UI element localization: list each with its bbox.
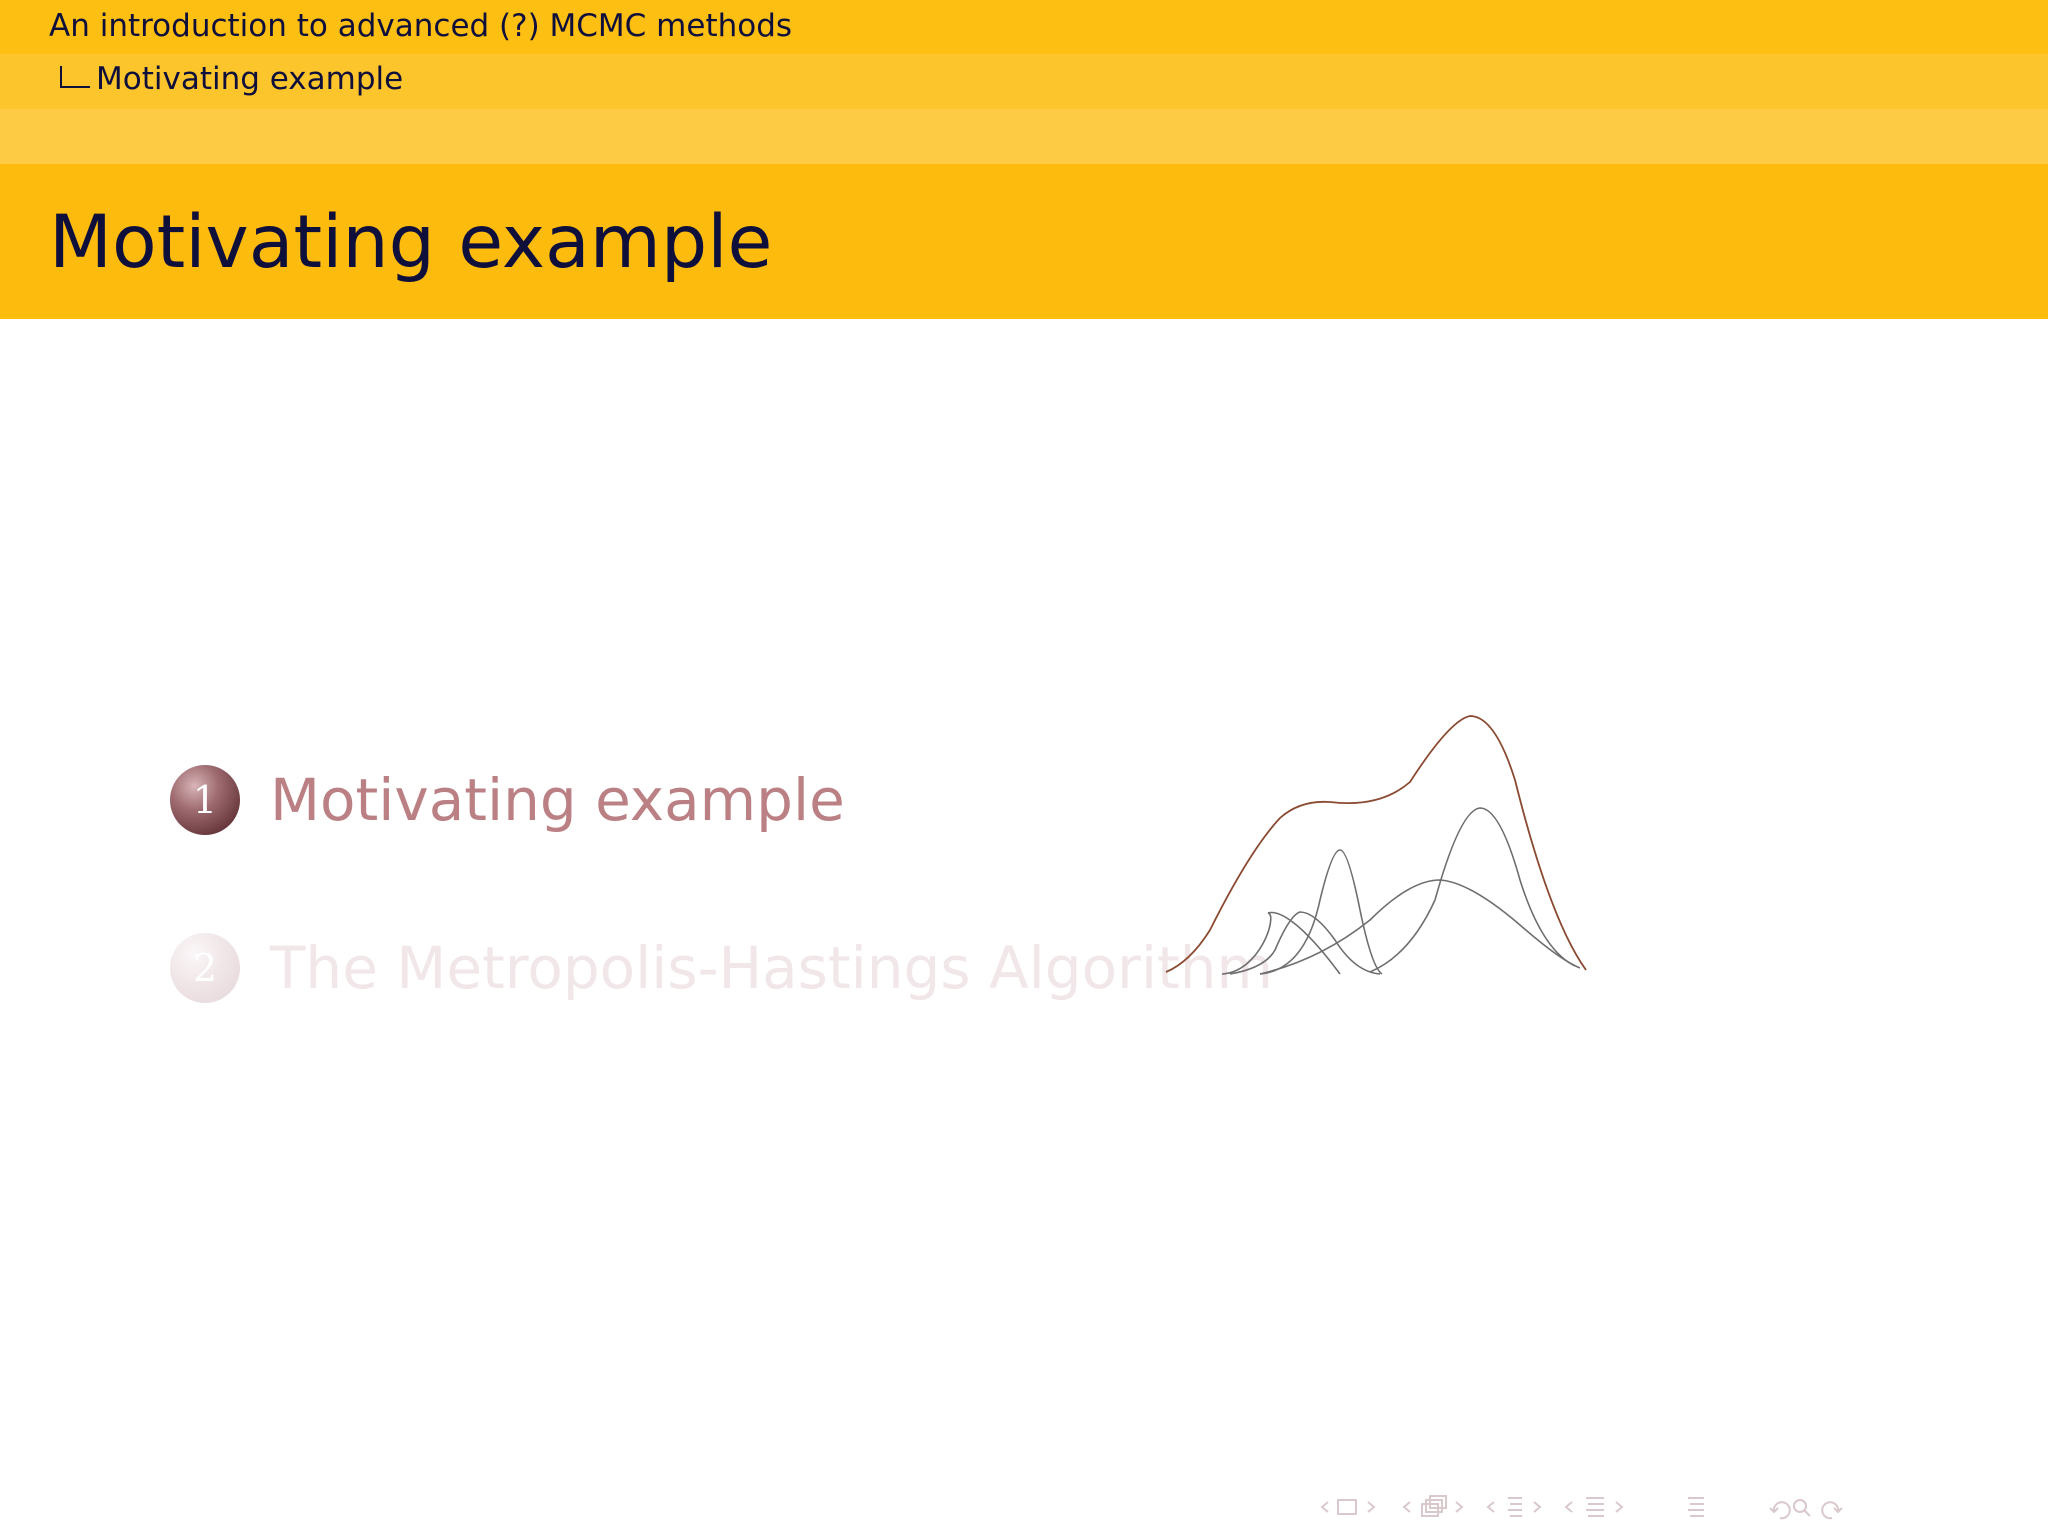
frame-title: Motivating example — [49, 200, 773, 285]
toc-item-motivating-example[interactable] — [170, 764, 845, 836]
component-curve-1 — [1222, 913, 1340, 974]
component-curve-1-shape — [1230, 912, 1273, 974]
nav-document-icon[interactable] — [1688, 1498, 1704, 1516]
mixture-density-illustration — [1150, 700, 1610, 1000]
nav-subsection-icon[interactable] — [1488, 1498, 1540, 1516]
nav-section-icon[interactable] — [1566, 1498, 1622, 1516]
beamer-navigation-symbols — [1318, 1492, 2038, 1522]
section-title[interactable]: Motivating example — [96, 61, 404, 97]
mixture-curve — [1166, 716, 1586, 972]
nav-frame-icon[interactable] — [1404, 1496, 1462, 1516]
component-curve-narrow — [1260, 850, 1382, 974]
toc-number-ball: 2 — [170, 933, 240, 1003]
toc-number-ball: 1 — [170, 765, 240, 835]
nav-search-icon[interactable] — [1770, 1500, 1842, 1518]
toc-item-label: Motivating example — [270, 766, 845, 834]
toc-item-metropolis-hastings[interactable] — [170, 932, 1273, 1004]
section-tree-connector — [60, 66, 90, 88]
headline-band-subsection — [0, 109, 2048, 164]
nav-slide-icon[interactable] — [1322, 1500, 1374, 1514]
toc-item-label: The Metropolis-Hastings Algorithm — [270, 934, 1274, 1002]
document-title[interactable]: An introduction to advanced (?) MCMC methods — [49, 8, 793, 44]
